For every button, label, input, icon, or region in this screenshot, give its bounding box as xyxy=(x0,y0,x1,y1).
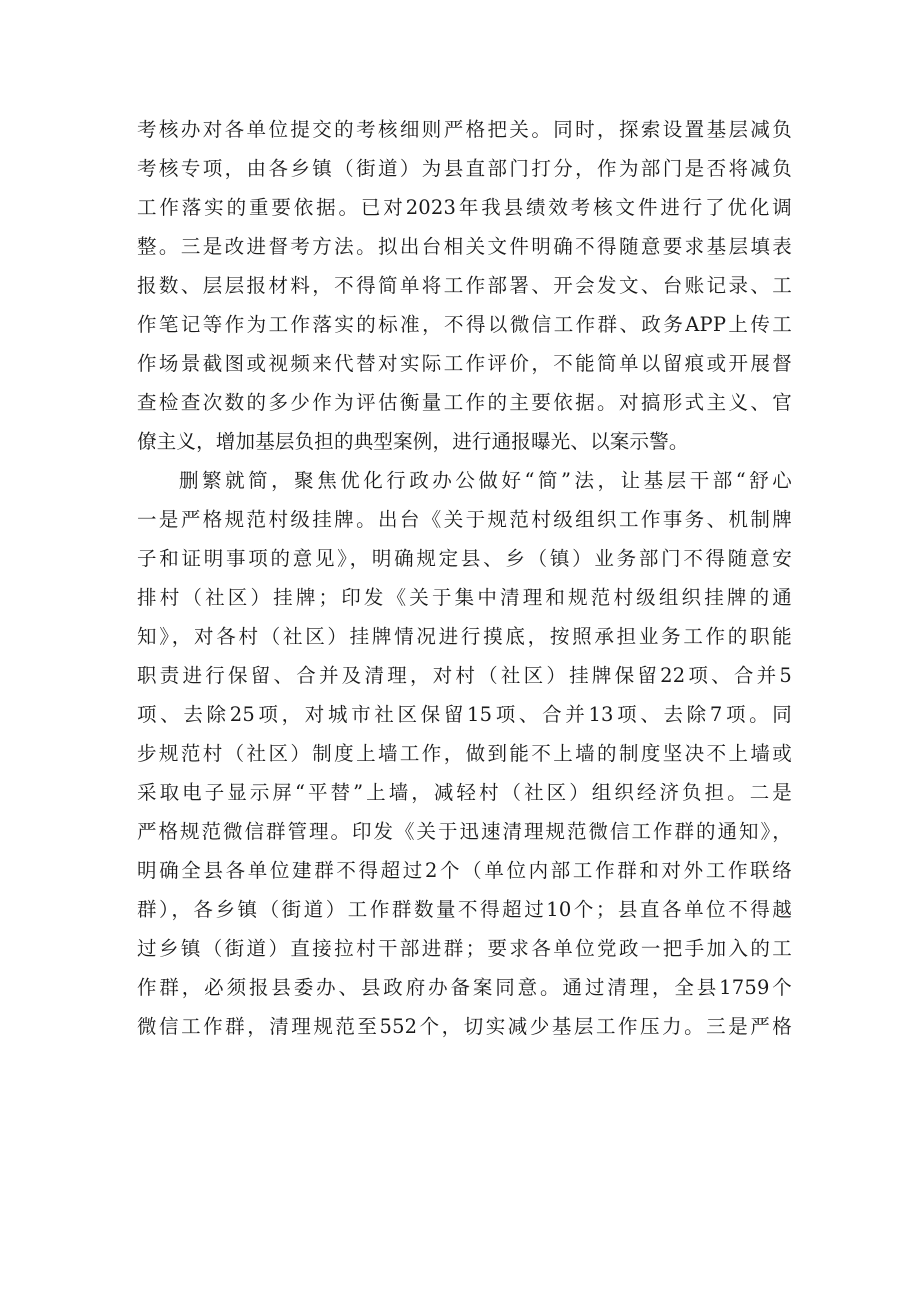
text-line: 采取电子显示屏“平替”上墙，减轻村（社区）组织经济负担。二是 xyxy=(137,781,792,804)
text-line: 考核专项，由各乡镇（街道）为县直部门打分，作为部门是否将减负 xyxy=(137,157,792,180)
text-line: 职责进行保留、合并及清理，对村（社区）挂牌保留22项、合并5 xyxy=(137,664,792,687)
text-line: 考核办对各单位提交的考核细则严格把关。同时，探索设置基层减负 xyxy=(137,118,792,141)
text-line: 作场景截图或视频来代替对实际工作评价，不能简单以留痕或开展督 xyxy=(137,352,792,375)
text-line: 排村（社区）挂牌；印发《关于集中清理和规范村级组织挂牌的通 xyxy=(137,586,792,609)
text-line: 整。三是改进督考方法。拟出台相关文件明确不得随意要求基层填表 xyxy=(137,235,792,258)
text-line: 作笔记等作为工作落实的标准，不得以微信工作群、政务APP上传工 xyxy=(137,313,792,336)
text-line: 子和证明事项的意见》，明确规定县、乡（镇）业务部门不得随意安 xyxy=(137,547,792,570)
paragraph-heading-line: 删繁就简，聚焦优化行政办公做好“简”法，让基层干部“舒心 xyxy=(179,469,792,492)
text-line: 明确全县各单位建群不得超过2个（单位内部工作群和对外工作联络 xyxy=(137,859,792,882)
text-line: 僚主义，增加基层负担的典型案例，进行通报曝光、以案示警。 xyxy=(137,430,689,453)
text-line: 群），各乡镇（街道）工作群数量不得超过10个；县直各单位不得越 xyxy=(137,898,792,921)
text-line: 知》，对各村（社区）挂牌情况进行摸底，按照承担业务工作的职能 xyxy=(137,625,792,648)
text-line: 查检查次数的多少作为评估衡量工作的主要依据。对搞形式主义、官 xyxy=(137,391,792,414)
text-line: 报数、层层报材料，不得简单将工作部署、开会发文、台账记录、工 xyxy=(137,274,792,297)
text-line: 步规范村（社区）制度上墙工作，做到能不上墙的制度坚决不上墙或 xyxy=(137,742,792,765)
text-line: 项、去除25项，对城市社区保留15项、合并13项、去除7项。同 xyxy=(137,703,792,726)
text-line: 一是严格规范村级挂牌。出台《关于规范村级组织工作事务、机制牌 xyxy=(137,508,792,531)
text-line: 作群，必须报县委办、县政府办备案同意。通过清理，全县1759个 xyxy=(137,976,792,999)
text-line: 过乡镇（街道）直接拉村干部进群；要求各单位党政一把手加入的工 xyxy=(137,937,792,960)
body-text xyxy=(137,110,792,1046)
text-line: 严格规范微信群管理。印发《关于迅速清理规范微信工作群的通知》， xyxy=(137,820,792,843)
text-line: 工作落实的重要依据。已对2023年我县绩效考核文件进行了优化调 xyxy=(137,196,792,219)
text-line: 微信工作群，清理规范至552个，切实减少基层工作压力。三是严格 xyxy=(137,1015,792,1038)
